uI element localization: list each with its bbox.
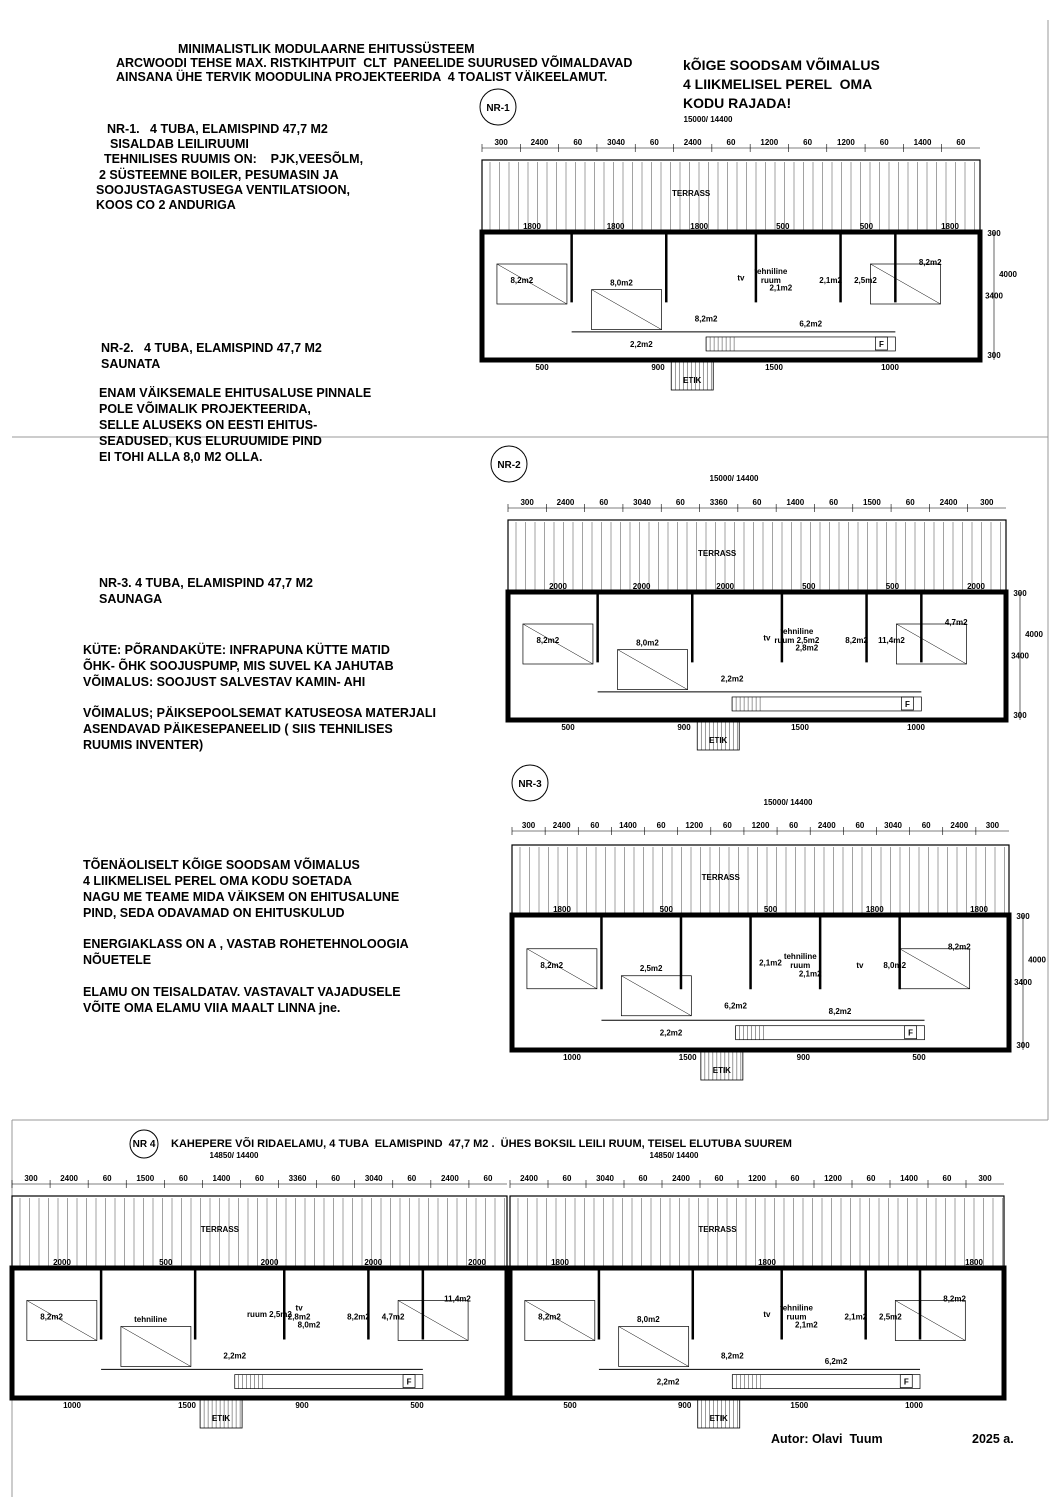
nr4-badge-label: NR 4 (132, 1139, 156, 1150)
room-label: 8,2m2 (694, 314, 718, 324)
bed-diagonal (618, 650, 688, 690)
dim-top-label: 1400 (913, 138, 932, 147)
fridge-label: F (406, 1377, 412, 1387)
nr1-plan-0 (480, 89, 1017, 390)
cheap-3: NAGU ME TEAME MIDA VÄIKSEM ON EHITUSALUNE (83, 890, 400, 904)
dim-bottom-label: 900 (651, 363, 665, 372)
room-label: 2,1m2 (844, 1312, 868, 1322)
dim-top-label: 60 (879, 138, 889, 147)
terrace-label: TERRASS (698, 1225, 737, 1234)
fridge-label: F (904, 699, 910, 709)
room-label: tv (763, 633, 771, 643)
room-label: tv (856, 961, 864, 971)
dim-top-label: 1400 (786, 498, 805, 507)
nr3-plan-2 (512, 765, 1046, 1080)
room-label: 8,2m2 (538, 1312, 561, 1322)
legal-4: SEADUSED, KUS ELURUUMIDE PIND (99, 434, 322, 448)
year: 2025 a. (972, 1432, 1014, 1446)
room-label: tehniline (780, 1303, 813, 1313)
dim-top-label: 60 (483, 1174, 493, 1183)
room-label: 8,2m2 (845, 635, 868, 645)
room-label: tehniline (134, 1315, 168, 1325)
room-label: 8,0m2 (610, 278, 633, 288)
header-title-1: MINIMALISTLIK MODULAARNE EHITUSSÜSTEEM (178, 42, 475, 56)
dim-window-label: 1800 (965, 1258, 983, 1267)
dim-window-label: 1800 (553, 905, 571, 914)
entry-label: ETIK (211, 1414, 231, 1423)
dim-top-label: 3040 (884, 821, 902, 830)
dim-window-label: 500 (763, 905, 778, 914)
heating-2: ÕHK- ÕHK SOOJUSPUMP, MIS SUVEL KA JAHUTAB (83, 659, 394, 673)
room-label: 8,2m2 (540, 961, 564, 971)
dim-window-label: 2000 (967, 582, 985, 591)
dim-window-label: 500 (776, 222, 790, 231)
dim-bottom-label: 1000 (881, 363, 899, 372)
fridge-label: F (903, 1377, 909, 1387)
dim-window-label: 2000 (364, 1258, 383, 1267)
entry-label: ETIK (709, 1414, 728, 1423)
dim-top-label: 3040 (607, 138, 625, 147)
dim-window-label: 500 (885, 582, 900, 591)
legal-5: EI TOHI ALLA 8,0 M2 OLLA. (99, 450, 263, 464)
nr2-desc-1: NR-2. 4 TUBA, ELAMISPIND 47,7 M2 (101, 341, 322, 355)
dim-top-label: 1400 (900, 1174, 918, 1183)
dim-top-label: 60 (562, 1174, 572, 1183)
dim-bottom-label: 900 (677, 1401, 692, 1410)
plan-badge-label: NR-2 (497, 460, 521, 471)
entry-steps (671, 360, 713, 390)
dim-window-label: 2000 (716, 582, 735, 591)
kitchen-counter (706, 337, 895, 351)
room-label: 2,2m2 (720, 674, 744, 684)
room-label: 8,2m2 (947, 942, 971, 952)
dim-window-label: 500 (659, 905, 673, 914)
dim-top-label: 60 (590, 821, 600, 830)
exterior-wall (508, 592, 1006, 720)
room-label: tehniline (754, 267, 788, 276)
dim-window-label: 500 (802, 582, 816, 591)
room-label: tehniline (783, 951, 817, 961)
dim-top-label: 60 (789, 821, 799, 830)
nr4-plan-0 (12, 1151, 507, 1428)
dim-bottom-label: 900 (295, 1401, 309, 1410)
dim-top-label: 1200 (685, 821, 704, 830)
exterior-wall (512, 915, 1009, 1050)
dim-bottom-label: 1000 (907, 723, 925, 732)
dim-top-label: 60 (803, 138, 813, 147)
room-label: 2,8m2 (287, 1312, 311, 1322)
side-dim-label: 300 (1016, 912, 1030, 921)
room-label: 2,5m2 (879, 1312, 902, 1322)
room-label: 2,1m2 (795, 1320, 818, 1330)
side-dim-label: 300 (1016, 1041, 1030, 1050)
room-label: ruum 2,5m2 (246, 1310, 292, 1319)
dim-top-label: 300 (980, 498, 994, 507)
room-label: 2,5m2 (639, 963, 663, 973)
exterior-wall (482, 232, 980, 360)
side-dim-label: 300 (987, 229, 1001, 238)
heating-3: VÕIMALUS: SOOJUST SALVESTAV KAMIN- AHI (83, 675, 366, 689)
dim-top-label: 1400 (619, 821, 637, 830)
dim-top-label: 300 (24, 1174, 38, 1183)
bed-diagonal (592, 290, 662, 330)
room-label: 6,2m2 (724, 1001, 747, 1011)
author: Autor: Olavi Tuum (771, 1432, 883, 1446)
dim-top-label: 2400 (60, 1174, 79, 1183)
terrace-deck (510, 1196, 1004, 1268)
plan-badge-label: NR-3 (518, 779, 542, 790)
dim-top-label: 60 (942, 1174, 952, 1183)
dim-top-label: 60 (638, 1174, 648, 1183)
exterior-wall (510, 1268, 1004, 1398)
nr4-title: KAHEPERE VÕI RIDAELAMU, 4 TUBA ELAMISPIND 47,7 M2 . ÜHES BOKSIL LEILI RUUM, TEISEL ELUTUBA SUUREM (171, 1138, 792, 1150)
dim-top-label: 2400 (440, 1174, 459, 1183)
room-label: 11,4m2 (878, 635, 905, 645)
dim-top-label: 3360 (709, 498, 728, 507)
movable-1: ELAMU ON TEISALDATAV. VASTAVALT VAJADUSELE (83, 985, 401, 999)
dim-top-label: 60 (722, 821, 732, 830)
dim-top-label: 3040 (596, 1174, 614, 1183)
room-label: 4,7m2 (944, 618, 968, 628)
dim-window-label: 2000 (468, 1258, 486, 1267)
energy-1: ENERGIAKLASS ON A , VASTAB ROHETEHNOLOOGIA (83, 937, 409, 951)
dim-bottom-label: 1000 (563, 1053, 581, 1062)
kitchen-counter (732, 697, 921, 711)
bed-diagonal (900, 949, 970, 989)
dim-top-label: 1200 (760, 138, 779, 147)
dim-window-label: 1800 (551, 1258, 569, 1267)
nr1-desc-5: SOOJUSTAGASTUSEGA VENTILATSIOON, (96, 183, 350, 197)
overall-dim: 14850/ 14400 (649, 1151, 699, 1160)
nr1-desc-3: TEHNILISES RUUMIS ON: PJK,VEESÕLM, (104, 152, 364, 166)
dim-top-label: 2400 (672, 1174, 690, 1183)
legal-2: POLE VÕIMALIK PROJEKTEERIDA, (99, 402, 311, 416)
nr2-plan-1 (491, 446, 1043, 750)
side-dim-label: 3400 (1014, 978, 1032, 988)
dim-top-label: 60 (866, 1174, 876, 1183)
dim-top-label: 300 (521, 821, 536, 830)
dim-window-label: 1800 (758, 1258, 776, 1267)
entry-steps (698, 1398, 740, 1428)
solar-1: VÕIMALUS; PÄIKSEPOOLSEMAT KATUSEOSA MATERJALI (83, 706, 437, 720)
dim-window-label: 2000 (632, 582, 651, 591)
bed-diagonal (896, 624, 966, 664)
side-dim-label: 300 (987, 351, 1001, 360)
side-dim-label: 4000 (1025, 629, 1043, 639)
room-label: 8,0m2 (636, 638, 659, 648)
dim-top-label: 3360 (288, 1174, 307, 1183)
cheap-4: PIND, SEDA ODAVAMAD ON EHITUSKULUD (83, 906, 345, 920)
dim-top-label: 60 (178, 1174, 188, 1183)
nr1-desc-1: NR-1. 4 TUBA, ELAMISPIND 47,7 M2 (107, 122, 328, 136)
dim-top-label: 1500 (136, 1174, 155, 1183)
dim-bottom-label: 1000 (905, 1401, 923, 1410)
room-label: 8,2m2 (828, 1007, 852, 1017)
dim-window-label: 500 (159, 1258, 173, 1267)
fridge-label: F (908, 1028, 914, 1038)
bed-diagonal (398, 1301, 468, 1341)
dim-window-label: 1800 (941, 222, 959, 231)
dim-bottom-label: 1000 (63, 1401, 81, 1410)
dim-top-label: 60 (331, 1174, 341, 1183)
side-dim-label: 4000 (1028, 955, 1046, 965)
dim-top-label: 1200 (751, 821, 770, 830)
slogan-1: kÕIGE SOODSAM VÕIMALUS (683, 57, 880, 73)
room-label: 8,2m2 (918, 258, 942, 268)
nr4-plan-1 (510, 1151, 1004, 1428)
solar-3: RUUMIS INVENTER) (83, 738, 204, 752)
dim-bottom-label: 900 (796, 1053, 811, 1062)
slogan-3: KODU RAJADA! (683, 95, 792, 111)
room-label: 8,2m2 (347, 1312, 370, 1322)
overall-dim: 15000/ 14400 (709, 474, 759, 483)
room-label: 8,2m2 (943, 1294, 966, 1304)
entry-steps (697, 720, 739, 750)
overall-dim: 15000/ 14400 (683, 115, 733, 124)
fridge-label: F (878, 339, 884, 349)
terrace-label: TERRASS (672, 189, 711, 198)
dim-window-label: 2000 (549, 582, 567, 591)
dim-top-label: 60 (752, 498, 762, 507)
room-label: 8,2m2 (536, 635, 560, 645)
nr1-desc-2: SISALDAB LEILIRUUMI (110, 137, 249, 151)
plan-badge-label: NR-1 (486, 103, 510, 114)
dim-bottom-label: 500 (410, 1401, 424, 1410)
dim-top-label: 60 (407, 1174, 417, 1183)
kitchen-counter (235, 1375, 423, 1389)
energy-2: NÕUETELE (83, 953, 152, 967)
room-label: 8,0m2 (297, 1320, 321, 1330)
header-title-3: AINSANA ÜHE TERVIK MOODULINA PROJEKTEERIDA 4 TOALIST VÄIKEELAMUT. (116, 70, 608, 84)
overall-dim: 14850/ 14400 (209, 1151, 259, 1160)
room-label: 2,2m2 (659, 1028, 683, 1038)
room-label: ruum (760, 275, 781, 285)
slogan-2: 4 LIIKMELISEL PEREL OMA (683, 76, 873, 92)
room-label: 11,4m2 (444, 1294, 471, 1304)
dim-top-label: 60 (956, 138, 966, 147)
room-label: 8,2m2 (40, 1312, 63, 1322)
terrace-label: TERRASS (200, 1225, 240, 1234)
dim-top-label: 3040 (364, 1174, 383, 1183)
dim-top-label: 1400 (212, 1174, 231, 1183)
dim-window-label: 1800 (690, 222, 709, 231)
overall-dim: 15000/ 14400 (763, 798, 813, 807)
dim-top-label: 1200 (748, 1174, 766, 1183)
dim-top-label: 60 (714, 1174, 724, 1183)
dim-top-label: 2400 (950, 821, 969, 830)
solar-2: ASENDAVAD PÄIKESEPANEELID ( SIIS TEHNILISES (83, 722, 393, 736)
dim-top-label: 1200 (824, 1174, 842, 1183)
room-label: 8,2m2 (720, 1351, 744, 1361)
dim-top-label: 1500 (863, 498, 881, 507)
side-dim-label: 3400 (1011, 651, 1029, 661)
room-label: 2,1m2 (798, 969, 822, 979)
dim-top-label: 2400 (520, 1174, 538, 1183)
room-label: tv (763, 1310, 771, 1319)
entry-label: ETIK (712, 1066, 731, 1075)
dim-window-label: 2000 (53, 1258, 71, 1267)
room-label: 8,0m2 (883, 961, 907, 971)
room-label: 8,2m2 (510, 275, 534, 285)
room-label: ruum (786, 1312, 807, 1322)
dim-bottom-label: 1500 (790, 1401, 809, 1410)
dim-top-label: 60 (573, 138, 583, 147)
heating-1: KÜTE: PÕRANDAKÜTE: INFRAPUNA KÜTTE MATID (83, 643, 390, 657)
room-label: 6,2m2 (824, 1356, 848, 1366)
dim-window-label: 500 (859, 222, 874, 231)
dim-top-label: 60 (921, 821, 931, 830)
side-dim-label: 3400 (985, 291, 1003, 301)
dim-top-label: 60 (255, 1174, 264, 1183)
dim-top-label: 60 (726, 138, 736, 147)
dim-top-label: 2400 (939, 498, 958, 507)
legal-1: ENAM VÄIKSEMALE EHITUSALUSE PINNALE (99, 386, 372, 400)
side-dim-label: 300 (1013, 589, 1027, 598)
dim-window-label: 1800 (865, 905, 884, 914)
dim-window-label: 1800 (970, 905, 988, 914)
room-label: ruum (790, 961, 811, 971)
dim-top-label: 300 (494, 138, 508, 147)
bed-diagonal (619, 1327, 689, 1367)
room-label: 2,5m2 (854, 275, 877, 285)
entry-label: ETIK (709, 736, 728, 745)
legal-3: SELLE ALUSEKS ON EESTI EHITUS- (99, 418, 318, 432)
dim-top-label: 1200 (837, 138, 855, 147)
dim-bottom-label: 500 (561, 723, 575, 732)
entry-steps (701, 1050, 743, 1080)
nr2-desc-2: SAUNATA (101, 357, 161, 371)
side-dim-label: 4000 (999, 269, 1017, 279)
dim-bottom-label: 1500 (178, 1401, 196, 1410)
dim-bottom-label: 500 (563, 1401, 577, 1410)
movable-2: VÕITE OMA ELAMU VIIA MAALT LINNA jne. (83, 1001, 341, 1015)
room-label: 2,1m2 (819, 275, 842, 285)
room-label: tehniline (780, 627, 814, 636)
dim-bottom-label: 500 (912, 1053, 926, 1062)
nr1-desc-4: 2 SÜSTEEMNE BOILER, PESUMASIN JA (99, 168, 339, 182)
room-label: 2,1m2 (759, 958, 782, 968)
dim-top-label: 2400 (817, 821, 836, 830)
room-label: 2,2m2 (223, 1351, 247, 1361)
dim-top-label: 300 (985, 821, 1000, 830)
dim-window-label: 1800 (523, 222, 541, 231)
dim-top-label: 60 (905, 498, 915, 507)
exterior-wall (12, 1268, 507, 1398)
nr1-desc-6: KOOS CO 2 ANDURIGA (96, 198, 236, 212)
dim-bottom-label: 500 (535, 363, 549, 372)
dim-top-label: 60 (855, 821, 865, 830)
dim-bottom-label: 1500 (765, 363, 783, 372)
room-label: 8,0m2 (636, 1315, 660, 1325)
dim-top-label: 60 (649, 138, 659, 147)
entry-label: ETIK (683, 376, 702, 385)
dim-top-label: 60 (656, 821, 666, 830)
dim-top-label: 60 (790, 1174, 800, 1183)
nr3-desc-1: NR-3. 4 TUBA, ELAMISPIND 47,7 M2 (99, 576, 313, 590)
room-label: 2,2m2 (656, 1377, 680, 1387)
dim-top-label: 60 (675, 498, 685, 507)
dim-top-label: 2400 (552, 821, 571, 830)
bed-diagonal (870, 264, 940, 304)
side-dim-label: 300 (1013, 711, 1027, 720)
terrace-label: TERRASS (698, 549, 737, 558)
cheap-1: TÕENÄOLISELT KÕIGE SOODSAM VÕIMALUS (83, 858, 360, 872)
bed-diagonal (121, 1327, 191, 1367)
dim-top-label: 60 (829, 498, 839, 507)
dim-bottom-label: 1500 (678, 1053, 697, 1062)
kitchen-counter (736, 1026, 925, 1040)
dim-window-label: 2000 (260, 1258, 279, 1267)
room-label: tv (295, 1303, 303, 1313)
dim-top-label: 300 (520, 498, 534, 507)
dim-bottom-label: 900 (677, 723, 691, 732)
cheap-2: 4 LIIKMELISEL PEREL OMA KODU SOETADA (83, 874, 353, 888)
room-label: 2,2m2 (630, 339, 653, 349)
room-label: 2,1m2 (769, 283, 793, 293)
bed-diagonal (895, 1301, 965, 1341)
room-label: tv (737, 273, 745, 283)
dim-window-label: 1800 (606, 222, 625, 231)
dim-top-label: 2400 (683, 138, 702, 147)
dim-top-label: 2400 (530, 138, 549, 147)
nr3-desc-2: SAUNAGA (99, 592, 163, 606)
room-label: ruum 2,5m2 (774, 635, 820, 645)
room-label: 2,8m2 (795, 643, 819, 653)
dim-top-label: 3040 (633, 498, 651, 507)
dim-bottom-label: 1500 (791, 723, 809, 732)
entry-steps (200, 1398, 242, 1428)
dim-top-label: 60 (102, 1174, 112, 1183)
header-title-2: ARCWOODI TEHSE MAX. RISTKIHTPUIT CLT PANEELIDE SUURUSED VÕIMALDAVAD (116, 56, 633, 70)
dim-top-label: 300 (978, 1174, 992, 1183)
room-label: 4,7m2 (381, 1312, 405, 1322)
dim-top-label: 2400 (556, 498, 575, 507)
dim-top-label: 60 (599, 498, 609, 507)
terrace-label: TERRASS (701, 873, 740, 882)
room-label: 6,2m2 (799, 319, 823, 329)
